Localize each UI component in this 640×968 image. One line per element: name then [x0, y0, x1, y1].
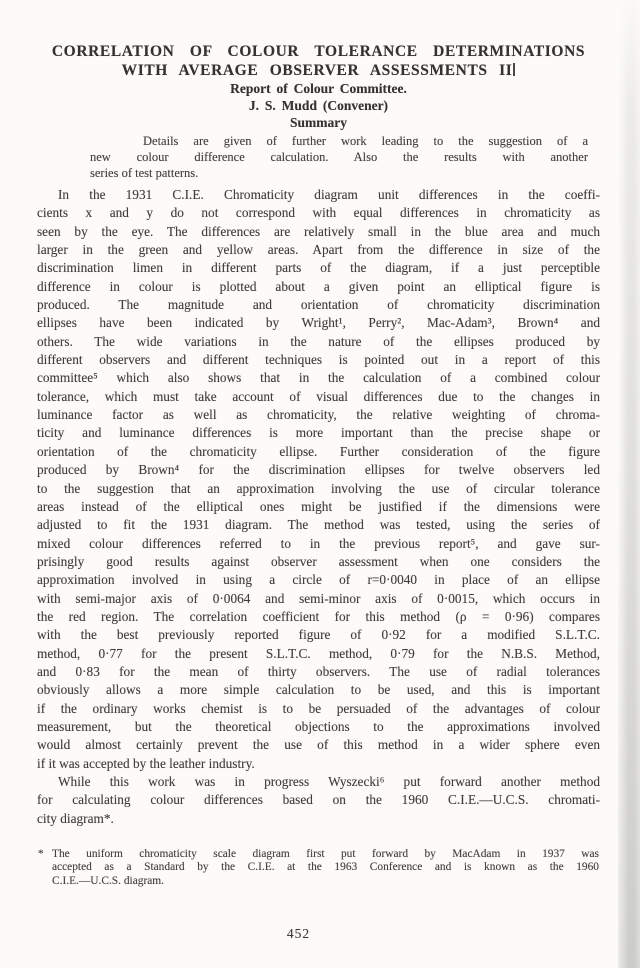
body-paragraph-1: [37, 186, 600, 773]
body-text-line: different observers and different techniques is pointed out in a report of this: [37, 352, 600, 368]
body-text-line: seen by the eye. The differences are relatively small in the blue area and much: [37, 223, 600, 239]
body-text-line: produced. The magnitude and orientation of chromaticity discrimination: [37, 297, 600, 313]
paper-title-line2: [37, 61, 600, 80]
body-text-line: with semi-major axis of 0·0064 and semi-minor axis of 0·0015, which occurs in: [37, 590, 600, 606]
footnote-asterisk-marker: *: [38, 848, 44, 860]
body-text-line: produced by Brown⁴ for the discrimination ellipses for twelve observers led: [37, 462, 600, 478]
summary-abstract: [90, 134, 588, 181]
footnote-text-line: accepted as a Standard by the C.I.E. at the 1963 Conference and is known as the 1960: [52, 861, 599, 874]
body-text-line: mixed colour differences referred to in the previous report⁵, and gave sur-: [37, 535, 600, 551]
body-text-line: to the suggestion that an approximation involving the use of circular tolerance: [37, 480, 600, 496]
body-text-line: would almost certainly prevent the use of this method in a wider sphere even: [37, 737, 600, 753]
body-text-line: approximation involved in using a circle of r=0·0040 in place of an ellipse: [37, 572, 600, 588]
summary-text-line: series of test patterns.: [90, 165, 199, 180]
footnote-lines: [52, 848, 599, 888]
paper-title-line1: CORRELATION OF COLOUR TOLERANCE DETERMINATIONS: [51, 43, 586, 60]
body-text-line: for calculating colour differences based on the 1960 C.I.E.—U.C.S. chromati-: [37, 792, 600, 808]
body-text-line: ticity and luminance differences is more important than the precise shape or: [37, 425, 600, 441]
footnote-text-line: The uniform chromaticity scale diagram first put forward by MacAdam in 1937 was: [52, 848, 599, 860]
footnote: [37, 848, 599, 888]
body-text-line: measurement, but the theoretical objections to the approximations involved: [37, 718, 600, 734]
paper-author: J. S. Mudd (Convener): [248, 98, 389, 113]
body-text-line: the red region. The correlation coefficient for this method (ρ = 0·96) compares: [37, 608, 600, 624]
body-text-line: obviously allows a more simple calculation to be used, and this is important: [37, 682, 600, 698]
paper-header: [37, 42, 600, 131]
body-text-line: orientation of the chromaticity ellipse. Further consideration of the figure: [37, 443, 600, 459]
body-text-line: tolerance, which must take account of visual differences due to the changes in: [37, 388, 600, 404]
summary-text-line: new colour difference calculation. Also the results with another: [90, 149, 588, 164]
paper-body: [37, 186, 600, 828]
scan-artifact-bar: [513, 63, 515, 76]
body-text-line: areas instead of the elliptical ones might be justified if the dimensions were: [37, 498, 600, 514]
body-paragraph-2: [37, 773, 600, 828]
body-text-line: committee⁵ which also shows that in the calculation of a combined colour: [37, 370, 600, 386]
body-text-line: larger in the green and yellow areas. Apart from the difference in size of the: [37, 242, 600, 258]
body-text-line: ellipses have been indicated by Wright¹, Perry², Mac-Adam³, Brown⁴ and: [37, 315, 600, 331]
body-text-line: adjusted to fit the 1931 diagram. The method was tested, using the series of: [37, 517, 600, 533]
body-text-line: difference in colour is plotted about a given point an elliptical figure is: [37, 278, 600, 294]
body-text-line: discrimination limen in different parts of the diagram, if a just perceptible: [37, 260, 600, 276]
body-text-line: method, 0·77 for the present S.L.T.C. method, 0·79 for the N.B.S. Method,: [37, 645, 600, 661]
paper-title-line2-text: WITH AVERAGE OBSERVER ASSESSMENTS II: [121, 62, 513, 79]
body-text-line: city diagram*.: [37, 810, 114, 826]
body-text-line: if the ordinary works chemist is to be persuaded of the advantages of colour: [37, 700, 600, 716]
summary-heading: Summary: [290, 115, 347, 130]
paper-subtitle: Report of Colour Committee.: [230, 81, 407, 96]
footnote-text-line: C.I.E.—U.C.S. diagram.: [52, 874, 164, 887]
body-text-line: others. The wide variations in the nature of the ellipses produced by: [37, 333, 600, 349]
scan-edge-shadow: [618, 0, 640, 968]
page-number: 452: [286, 926, 311, 941]
body-text-line: While this work was in progress Wyszecki⁶ put forward another method: [58, 774, 600, 789]
summary-text-line: Details are given of further work leading to the suggestion of a: [143, 134, 588, 148]
body-text-line: prisingly good results against observer assessment when one considers the: [37, 553, 600, 569]
body-text-line: if it was accepted by the leather industry.: [37, 755, 255, 771]
body-text-line: and 0·83 for the mean of thirty observers. The use of radial tolerances: [37, 663, 600, 679]
body-text-line: luminance factor as well as chromaticity, the relative weighting of chroma-: [37, 407, 600, 423]
body-text-line: cients x and y do not correspond with equal differences in chromaticity as: [37, 205, 600, 221]
body-text-line: In the 1931 C.I.E. Chromaticity diagram unit differences in the coeffi-: [58, 187, 600, 202]
body-text-line: with the best previously reported figure of 0·92 for a modified S.L.T.C.: [37, 627, 600, 643]
